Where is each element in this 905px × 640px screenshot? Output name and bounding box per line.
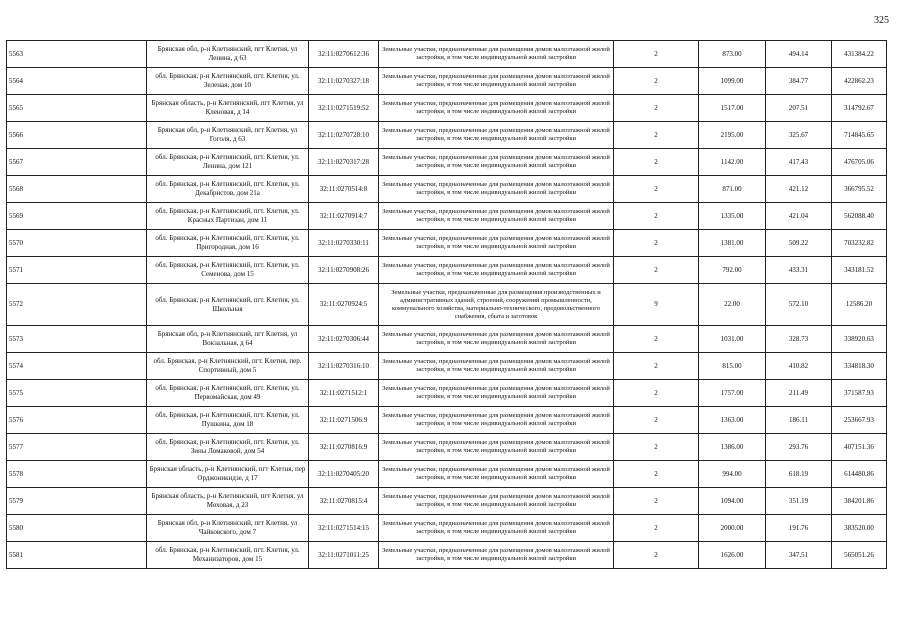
area-cell: 871.00 bbox=[699, 176, 766, 203]
table-row bbox=[7, 230, 887, 257]
land-use-cell: Земельные участки, предназначенные для размещения домов малоэтажной жилой застройки, в том числе индивидуальной жилой застройки bbox=[379, 122, 614, 149]
category-code-cell: 2 bbox=[614, 230, 699, 257]
table-row bbox=[7, 41, 887, 68]
cadastral-cost-cell: 338920.63 bbox=[832, 326, 887, 353]
land-use-cell: Земельные участки, предназначенные для размещения домов малоэтажной жилой застройки, в том числе индивидуальной жилой застройки bbox=[379, 542, 614, 569]
land-use-cell: Земельные участки, предназначенные для размещения домов малоэтажной жилой застройки, в том числе индивидуальной жилой застройки bbox=[379, 149, 614, 176]
cadastral-number-cell: 32:11:0270316:10 bbox=[309, 353, 379, 380]
address-cell: обл. Брянская, р-н Клетнянский, пгт. Клетня, пер. Спортивный, дом 5 bbox=[147, 353, 309, 380]
unit-value-cell: 410.82 bbox=[766, 353, 832, 380]
address-cell: обл. Брянская, р-н Клетнянский, пгт. Клетня, ул. Ленина, дом 121 bbox=[147, 149, 309, 176]
cadastral-cost-cell: 565051.26 bbox=[832, 542, 887, 569]
land-use-cell: Земельные участки, предназначенные для размещения домов малоэтажной жилой застройки, в том числе индивидуальной жилой застройки bbox=[379, 257, 614, 284]
table-body bbox=[7, 41, 887, 569]
unit-value-cell: 328.73 bbox=[766, 326, 832, 353]
cadastral-number-cell: 32:11:0270612:36 bbox=[309, 41, 379, 68]
area-cell: 1094.00 bbox=[699, 488, 766, 515]
cadastral-cost-cell: 253667.93 bbox=[832, 407, 887, 434]
address-cell: обл. Брянская, р-н Клетнянский, пгт. Клетня, ул. Механизаторов, дом 15 bbox=[147, 542, 309, 569]
category-code-cell: 2 bbox=[614, 326, 699, 353]
unit-value-cell: 421.12 bbox=[766, 176, 832, 203]
cadastral-number-cell: 32:11:0271519:52 bbox=[309, 95, 379, 122]
address-cell: Брянская обл, р-н Клетнянский, пгт Клетня, ул Гоголя, д 63 bbox=[147, 122, 309, 149]
unit-value-cell: 347.51 bbox=[766, 542, 832, 569]
unit-value-cell: 207.51 bbox=[766, 95, 832, 122]
land-use-cell: Земельные участки, предназначенные для размещения домов малоэтажной жилой застройки, в том числе индивидуальной жилой застройки bbox=[379, 461, 614, 488]
area-cell: 1031.00 bbox=[699, 326, 766, 353]
row-number: 5570 bbox=[7, 230, 147, 257]
land-use-cell: Земельные участки, предназначенные для размещения домов малоэтажной жилой застройки, в том числе индивидуальной жилой застройки bbox=[379, 95, 614, 122]
address-cell: обл. Брянская, р-н Клетнянский, пгт. Клетня, ул. Красных Партизан, дом 11 bbox=[147, 203, 309, 230]
land-use-cell: Земельные участки, предназначенные для размещения домов малоэтажной жилой застройки, в том числе индивидуальной жилой застройки bbox=[379, 41, 614, 68]
cadastral-cost-cell: 366795.52 bbox=[832, 176, 887, 203]
category-code-cell: 2 bbox=[614, 257, 699, 284]
address-cell: Брянская обл, р-н Клетнянский, пгт Клетня, ул Чайковского, дом 7 bbox=[147, 515, 309, 542]
cadastral-number-cell: 32:11:0270816:9 bbox=[309, 434, 379, 461]
table-row bbox=[7, 461, 887, 488]
area-cell: 1517.00 bbox=[699, 95, 766, 122]
cadastral-number-cell: 32:11:0270908:26 bbox=[309, 257, 379, 284]
category-code-cell: 2 bbox=[614, 68, 699, 95]
unit-value-cell: 421.04 bbox=[766, 203, 832, 230]
cadastral-number-cell: 32:11:0270924:5 bbox=[309, 284, 379, 326]
category-code-cell: 2 bbox=[614, 434, 699, 461]
cadastral-number-cell: 32:11:0271506:9 bbox=[309, 407, 379, 434]
unit-value-cell: 509.22 bbox=[766, 230, 832, 257]
unit-value-cell: 433.31 bbox=[766, 257, 832, 284]
address-cell: обл. Брянская, р-н Клетнянский, пгт. Клетня, ул. Зеленая, дом 10 bbox=[147, 68, 309, 95]
cadastral-cost-cell: 371587.93 bbox=[832, 380, 887, 407]
page-number: 325 bbox=[874, 15, 889, 26]
unit-value-cell: 572.10 bbox=[766, 284, 832, 326]
unit-value-cell: 494.14 bbox=[766, 41, 832, 68]
unit-value-cell: 351.19 bbox=[766, 488, 832, 515]
unit-value-cell: 417.43 bbox=[766, 149, 832, 176]
land-use-cell: Земельные участки, предназначенные для размещения домов малоэтажной жилой застройки, в том числе индивидуальной жилой застройки bbox=[379, 434, 614, 461]
address-cell: обл. Брянская, р-н Клетнянский, пгт. Клетня, ул. Первомайская, дом 49 bbox=[147, 380, 309, 407]
cadastral-number-cell: 32:11:0270330:11 bbox=[309, 230, 379, 257]
row-number: 5563 bbox=[7, 41, 147, 68]
table-row bbox=[7, 407, 887, 434]
cadastral-number-cell: 32:11:0271514:15 bbox=[309, 515, 379, 542]
cadastral-cost-cell: 614480.86 bbox=[832, 461, 887, 488]
category-code-cell: 2 bbox=[614, 515, 699, 542]
area-cell: 1381.00 bbox=[699, 230, 766, 257]
land-use-cell: Земельные участки, предназначенные для размещения домов малоэтажной жилой застройки, в том числе индивидуальной жилой застройки bbox=[379, 407, 614, 434]
land-use-cell: Земельные участки, предназначенные для размещения производственных и административных зданий, строений, сооружений промышленности, коммунального хозяйства, материально-технического, продовольственного снабжения, сбыта и заготовок bbox=[379, 284, 614, 326]
category-code-cell: 9 bbox=[614, 284, 699, 326]
land-use-cell: Земельные участки, предназначенные для размещения домов малоэтажной жилой застройки, в том числе индивидуальной жилой застройки bbox=[379, 515, 614, 542]
cadastral-cost-cell: 714845.65 bbox=[832, 122, 887, 149]
unit-value-cell: 384.77 bbox=[766, 68, 832, 95]
area-cell: 873.00 bbox=[699, 41, 766, 68]
area-cell: 1626.00 bbox=[699, 542, 766, 569]
row-number: 5581 bbox=[7, 542, 147, 569]
category-code-cell: 2 bbox=[614, 176, 699, 203]
area-cell: 1363.00 bbox=[699, 407, 766, 434]
table-row bbox=[7, 176, 887, 203]
row-number: 5578 bbox=[7, 461, 147, 488]
row-number: 5577 bbox=[7, 434, 147, 461]
category-code-cell: 2 bbox=[614, 461, 699, 488]
area-cell: 1335.00 bbox=[699, 203, 766, 230]
table-row bbox=[7, 68, 887, 95]
unit-value-cell: 191.76 bbox=[766, 515, 832, 542]
land-use-cell: Земельные участки, предназначенные для размещения домов малоэтажной жилой застройки, в том числе индивидуальной жилой застройки bbox=[379, 203, 614, 230]
cadastral-cost-cell: 383520.00 bbox=[832, 515, 887, 542]
unit-value-cell: 186.11 bbox=[766, 407, 832, 434]
address-cell: Брянская область, р-н Клетнянский, пгт Клетня, пер Орджоникидзе, д 17 bbox=[147, 461, 309, 488]
address-cell: Брянская область, р-н Клетнянский, пгт Клетня, ул Кленовая, д 14 bbox=[147, 95, 309, 122]
cadastral-cost-cell: 431384.22 bbox=[832, 41, 887, 68]
land-use-cell: Земельные участки, предназначенные для размещения домов малоэтажной жилой застройки, в том числе индивидуальной жилой застройки bbox=[379, 380, 614, 407]
cadastral-cost-cell: 384201.86 bbox=[832, 488, 887, 515]
row-number: 5569 bbox=[7, 203, 147, 230]
cadastral-number-cell: 32:11:0271512:1 bbox=[309, 380, 379, 407]
land-use-cell: Земельные участки, предназначенные для размещения домов малоэтажной жилой застройки, в том числе индивидуальной жилой застройки bbox=[379, 488, 614, 515]
row-number: 5575 bbox=[7, 380, 147, 407]
table-row bbox=[7, 353, 887, 380]
address-cell: Брянская обл, р-н Клетнянский, пгт Клетня, ул Вокзальная, д 64 bbox=[147, 326, 309, 353]
area-cell: 1757.00 bbox=[699, 380, 766, 407]
row-number: 5564 bbox=[7, 68, 147, 95]
row-number: 5580 bbox=[7, 515, 147, 542]
unit-value-cell: 618.19 bbox=[766, 461, 832, 488]
table-row bbox=[7, 515, 887, 542]
category-code-cell: 2 bbox=[614, 149, 699, 176]
cadastral-cost-cell: 562088.40 bbox=[832, 203, 887, 230]
row-number: 5565 bbox=[7, 95, 147, 122]
area-cell: 792.00 bbox=[699, 257, 766, 284]
category-code-cell: 2 bbox=[614, 407, 699, 434]
category-code-cell: 2 bbox=[614, 122, 699, 149]
address-cell: обл. Брянская, р-н Клетнянский, пгт. Клетня, ул. Пушкина, дом 18 bbox=[147, 407, 309, 434]
unit-value-cell: 211.49 bbox=[766, 380, 832, 407]
cadastral-number-cell: 32:11:0271011:25 bbox=[309, 542, 379, 569]
row-number: 5573 bbox=[7, 326, 147, 353]
table-row bbox=[7, 149, 887, 176]
address-cell: Брянская область, р-н Клетнянский, пгт Клетня, ул Моховая, д 23 bbox=[147, 488, 309, 515]
cadastral-cost-cell: 314792.67 bbox=[832, 95, 887, 122]
cadastral-cost-cell: 703232.82 bbox=[832, 230, 887, 257]
table-row bbox=[7, 95, 887, 122]
table-row bbox=[7, 326, 887, 353]
table-row bbox=[7, 542, 887, 569]
area-cell: 22.00 bbox=[699, 284, 766, 326]
address-cell: Брянская обл, р-н Клетнянский, пгт Клетня, ул Ленина, д 63 bbox=[147, 41, 309, 68]
cadastral-value-table bbox=[6, 40, 887, 569]
cadastral-number-cell: 32:11:0270317:28 bbox=[309, 149, 379, 176]
area-cell: 994.00 bbox=[699, 461, 766, 488]
cadastral-number-cell: 32:11:0270815:4 bbox=[309, 488, 379, 515]
row-number: 5572 bbox=[7, 284, 147, 326]
row-number: 5579 bbox=[7, 488, 147, 515]
category-code-cell: 2 bbox=[614, 203, 699, 230]
table-row bbox=[7, 284, 887, 326]
land-use-cell: Земельные участки, предназначенные для размещения домов малоэтажной жилой застройки, в том числе индивидуальной жилой застройки bbox=[379, 68, 614, 95]
land-use-cell: Земельные участки, предназначенные для размещения домов малоэтажной жилой застройки, в том числе индивидуальной жилой застройки bbox=[379, 326, 614, 353]
address-cell: обл. Брянская, р-н Клетнянский, пгт. Клетня, ул. Семенова, дом 15 bbox=[147, 257, 309, 284]
land-use-cell: Земельные участки, предназначенные для размещения домов малоэтажной жилой застройки, в том числе индивидуальной жилой застройки bbox=[379, 353, 614, 380]
address-cell: обл. Брянская, р-н Клетнянский, пгт. Клетня, ул. Декабристов, дом 21а bbox=[147, 176, 309, 203]
category-code-cell: 2 bbox=[614, 488, 699, 515]
cadastral-cost-cell: 12586.20 bbox=[832, 284, 887, 326]
category-code-cell: 2 bbox=[614, 542, 699, 569]
category-code-cell: 2 bbox=[614, 95, 699, 122]
area-cell: 2195.00 bbox=[699, 122, 766, 149]
cadastral-number-cell: 32:11:0270405:20 bbox=[309, 461, 379, 488]
land-use-cell: Земельные участки, предназначенные для размещения домов малоэтажной жилой застройки, в том числе индивидуальной жилой застройки bbox=[379, 176, 614, 203]
land-use-cell: Земельные участки, предназначенные для размещения домов малоэтажной жилой застройки, в том числе индивидуальной жилой застройки bbox=[379, 230, 614, 257]
row-number: 5567 bbox=[7, 149, 147, 176]
unit-value-cell: 293.76 bbox=[766, 434, 832, 461]
cadastral-cost-cell: 422862.23 bbox=[832, 68, 887, 95]
table-row bbox=[7, 257, 887, 284]
category-code-cell: 2 bbox=[614, 353, 699, 380]
cadastral-number-cell: 32:11:0270306:44 bbox=[309, 326, 379, 353]
row-number: 5571 bbox=[7, 257, 147, 284]
row-number: 5566 bbox=[7, 122, 147, 149]
row-number: 5568 bbox=[7, 176, 147, 203]
table-row bbox=[7, 488, 887, 515]
address-cell: обл. Брянская, р-н Клетнянский, пгт. Клетня, ул. Зины Ломаковой, дом 54 bbox=[147, 434, 309, 461]
table-row bbox=[7, 203, 887, 230]
table-row bbox=[7, 122, 887, 149]
category-code-cell: 2 bbox=[614, 41, 699, 68]
cadastral-number-cell: 32:11:0270914:7 bbox=[309, 203, 379, 230]
cadastral-number-cell: 32:11:0270514:8 bbox=[309, 176, 379, 203]
cadastral-number-cell: 32:11:0270327:18 bbox=[309, 68, 379, 95]
table-row bbox=[7, 380, 887, 407]
area-cell: 1142.00 bbox=[699, 149, 766, 176]
unit-value-cell: 325.67 bbox=[766, 122, 832, 149]
area-cell: 2000.00 bbox=[699, 515, 766, 542]
address-cell: обл. Брянская, р-н Клетнянский, пгт. Клетня, ул. Школьная bbox=[147, 284, 309, 326]
cadastral-cost-cell: 334818.30 bbox=[832, 353, 887, 380]
area-cell: 1386.00 bbox=[699, 434, 766, 461]
category-code-cell: 2 bbox=[614, 380, 699, 407]
cadastral-cost-cell: 343181.52 bbox=[832, 257, 887, 284]
table-row bbox=[7, 434, 887, 461]
cadastral-cost-cell: 476705.06 bbox=[832, 149, 887, 176]
area-cell: 815.00 bbox=[699, 353, 766, 380]
row-number: 5574 bbox=[7, 353, 147, 380]
row-number: 5576 bbox=[7, 407, 147, 434]
address-cell: обл. Брянская, р-н Клетнянский, пгт. Клетня, ул. Пригородная, дом 16 bbox=[147, 230, 309, 257]
area-cell: 1099.00 bbox=[699, 68, 766, 95]
cadastral-number-cell: 32:11:0270728:10 bbox=[309, 122, 379, 149]
cadastral-cost-cell: 407151.36 bbox=[832, 434, 887, 461]
